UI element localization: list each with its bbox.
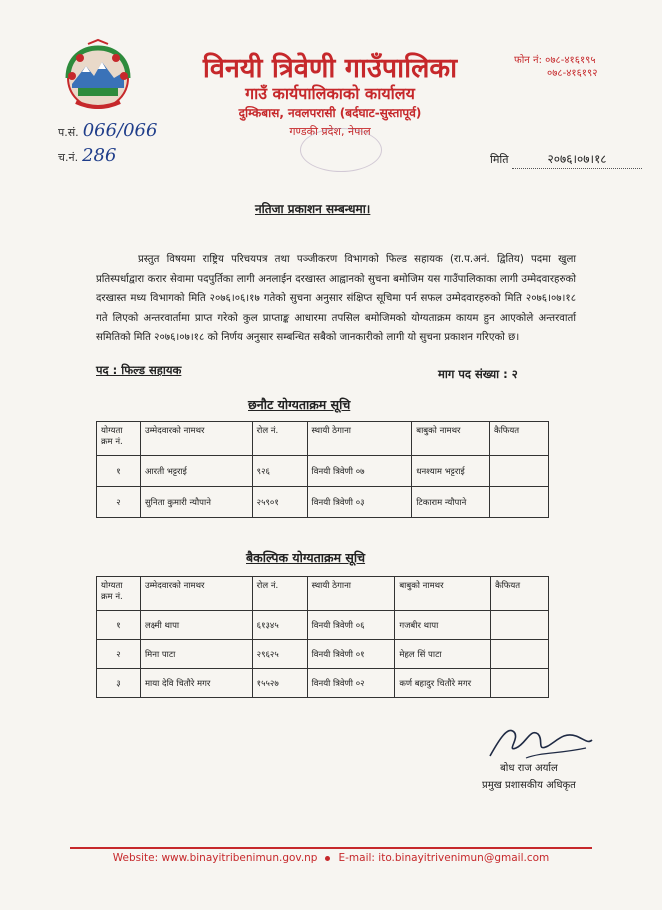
header-rank: योग्यता क्रम नं. [97,577,141,611]
org-name: विनयी त्रिवेणी गाउँपालिका [202,53,458,84]
phone-number-1: ०७८-४१६१९५ [545,55,596,66]
cell-remarks [491,669,549,698]
table-row [97,640,549,669]
table-row [97,611,549,640]
selected-list-table [96,421,549,518]
phone-number-2: ०७८-४१६१९२ [547,68,598,79]
table-header-row [97,577,549,611]
table-row [97,456,549,487]
demand-count: माग पद संख्या : २ [438,367,518,381]
cell-father: मेहल सिं पाटा [395,640,491,669]
cell-address: विनयी त्रिवेणी ०७ [307,456,412,487]
signatory-designation: प्रमुख प्रशासकीय अधिकृत [482,780,576,791]
cell-rank: ३ [97,669,141,698]
bullet-icon [325,856,330,861]
cell-address: विनयी त्रिवेणी ०३ [307,487,412,518]
cell-name: आरती भट्टराई [140,456,252,487]
table-row [97,487,549,518]
post-name: पद : फिल्ड सहायक [96,363,182,377]
header-remarks: कैफियत [490,422,549,456]
cell-name: सुनिता कुमारी न्यौपाने [140,487,252,518]
footer [0,852,662,864]
date-label: मिति [490,153,509,166]
header-rank: योग्यता क्रम नं. [97,422,141,456]
body-paragraph: प्रस्तुत विषयमा राष्ट्रिय परिचयपत्र तथा पञ्जीकरण विभागको फिल्ड सहायक (रा.प.अनं. द्वितिय) पदमा खुला प्रतिस्पर्धाद्वारा करार सेवामा पदपुर्तिका लागी अनलाईन दरखास्त आह्वानको सुचना बमोजिम यस गाउँपालिकाका लागी उम्मेदवारहरुको दरखास्त मध्य विभागको मिति २०७६।०६।१७ गतेको सुचना अनुसार संक्षिप्त सूचिमा पर्न सफल उम्मेदवारहरुको मिति २०७६।०७।१८ गते लिएको अन्तरवार्तामा प्राप्त गरेको कुल प्राप्ताङ्क आधारमा तपसिल बमोजिमको योग्यताक्रम कायम हुन आएकोले अन्तरवार्ता समितिको मिति २०७६।०७।१८ को निर्णय अनुसार सम्बन्धित सबैको जानकारीको लागी यो सुचना प्रकाशन गरिएको छ। [96,254,576,344]
header-father: बाबुको नामथर [412,422,490,456]
alternate-list-title: बैकल्पिक योग्यताक्रम सूचि [246,550,366,565]
subject-line: नतिजा प्रकाशन सम्बन्धमा। [255,202,371,216]
dispatch-number-label: च.नं. [58,151,79,164]
footer-website: Website: www.binayitribenimun.gov.np [112,852,318,864]
cell-remarks [490,487,549,518]
alternate-list-table [96,576,549,698]
cell-address: विनयी त्रिवेणी ०६ [307,611,395,640]
date-line [490,150,642,169]
letter-number [58,120,157,141]
address-line-2: गण्डकी प्रदेश, नेपाल [289,125,371,138]
office-name: गाउँ कार्यपालिकाको कार्यालय [245,84,415,103]
header-remarks: कैफियत [491,577,549,611]
cell-father: टिकाराम न्यौपाने [412,487,490,518]
cell-remarks [491,640,549,669]
cell-name: माया देवि चितौरे मगर [140,669,252,698]
footer-email: E-mail: ito.binayitrivenimun@gmail.com [338,852,550,864]
cell-father: धनश्याम भट्टराई [412,456,490,487]
address-line-1: दुम्किबास, नवलपरासी (बर्दघाट-सुस्तापूर्व) [238,106,422,120]
header-roll: रोल नं. [252,422,307,456]
cell-rank: २ [97,487,141,518]
cell-roll: १५५२७ [252,669,307,698]
cell-rank: १ [97,456,141,487]
header-name: उम्मेदवारको नामथर [140,422,252,456]
cell-address: विनयी त्रिवेणी ०१ [307,640,395,669]
cell-roll: २९६२५ [252,640,307,669]
letter-number-label: प.सं. [58,126,79,139]
phone-block [514,54,597,80]
cell-roll: ९२६ [252,456,307,487]
table-row [97,669,549,698]
cell-roll: २५९०१ [252,487,307,518]
header-name: उम्मेदवारको नामथर [140,577,252,611]
header-roll: रोल नं. [252,577,307,611]
date-value: २०७६।०७।१८ [512,150,642,169]
selected-list-title: छनौट योग्यताक्रम सूचि [248,397,351,412]
footer-divider [70,847,592,849]
cell-remarks [491,611,549,640]
header-father: बाबुको नामथर [395,577,491,611]
phone-label: फोन नं: [514,55,542,66]
cell-name: मिना पाटा [140,640,252,669]
signatory-name: बोध राज अर्याल [500,763,558,774]
header-address: स्थायी ठेगाना [307,422,412,456]
cell-roll: ६१३४५ [252,611,307,640]
cell-father: गजबीर थापा [395,611,491,640]
table-header-row [97,422,549,456]
handwritten-signature [486,718,596,764]
cell-remarks [490,456,549,487]
signatory-block [482,760,576,794]
dispatch-number-value: 286 [82,145,117,166]
cell-rank: १ [97,611,141,640]
nepal-government-emblem-icon [58,36,138,116]
cell-father: कर्ण बहादुर चितौरे मगर [395,669,491,698]
cell-name: लक्ष्मी थापा [140,611,252,640]
dispatch-number [58,145,116,166]
header-address: स्थायी ठेगाना [307,577,395,611]
letter-number-value: 066/066 [82,120,158,141]
faded-stamp [300,128,382,172]
cell-address: विनयी त्रिवेणी ०२ [307,669,395,698]
cell-rank: २ [97,640,141,669]
